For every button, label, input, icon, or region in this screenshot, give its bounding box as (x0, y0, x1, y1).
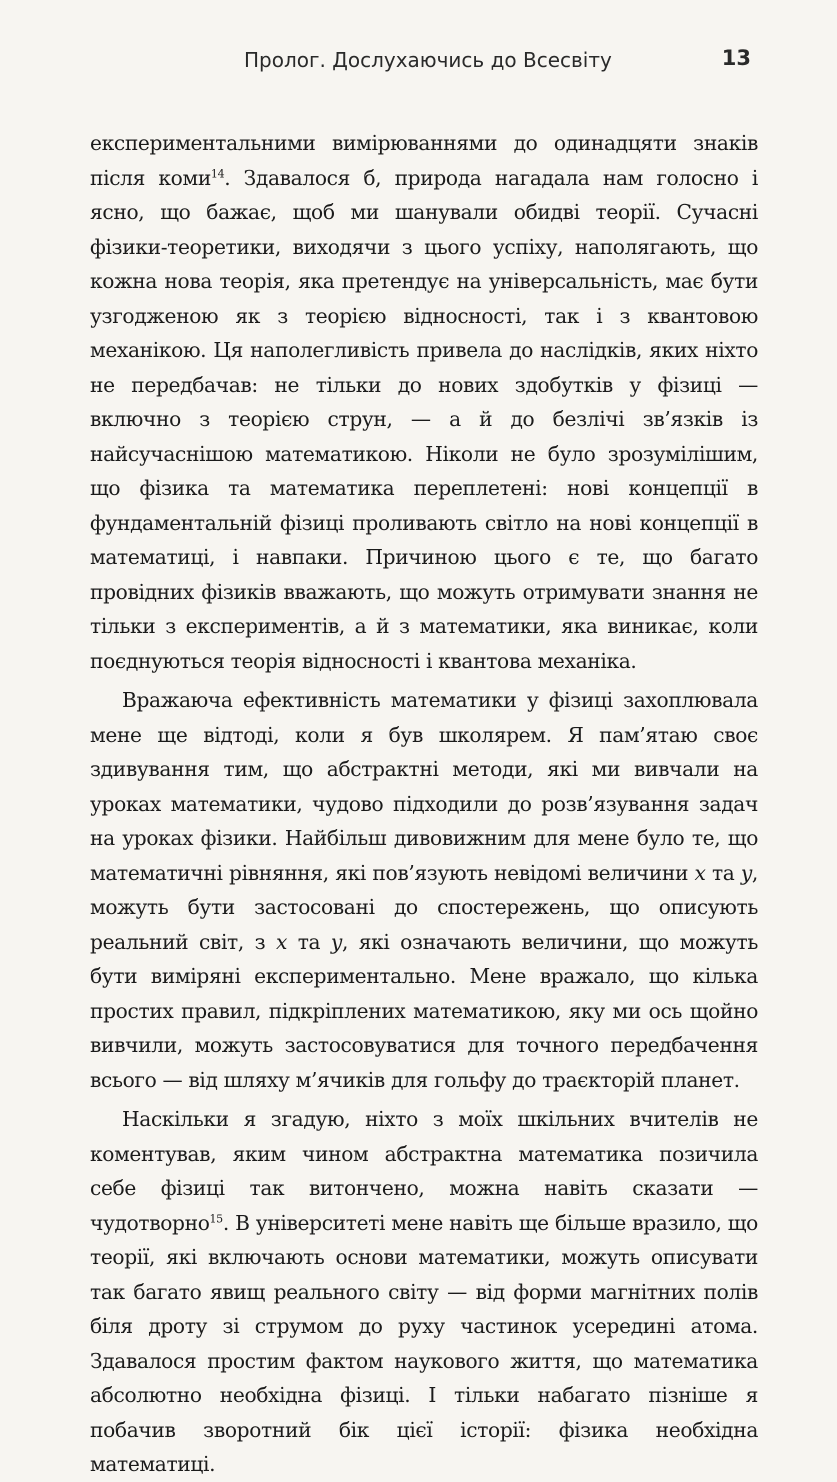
footnote-ref: 14 (210, 166, 225, 180)
math-variable: y (740, 860, 752, 885)
paragraph-text: . В університеті мене навіть ще більше вразило, що теорії, які включають основи математики, можуть описувати так багато явищ реального світу — від форми магнітних полів біля дроту зі струмом до руху частинок усередині атома. Здавалося простим фактом наукового життя, що математика абсолютно необхідна фізиці. І тільки набагато пізніше я побачив зворотний бік цієї історії: фізика необхідна математиці. (90, 1210, 758, 1476)
paragraph-text: та (705, 860, 741, 885)
running-head (60, 44, 777, 76)
paragraph-1 (90, 126, 758, 678)
footnote-ref: 15 (209, 1211, 223, 1225)
math-variable: y (330, 929, 342, 954)
paragraph-text: , можуть бути застосовані до спостережень, що описують реальний світ, з (90, 860, 758, 954)
body-text (90, 126, 758, 1482)
paragraph-3 (90, 1102, 758, 1482)
paragraph-text: Наскільки я згадую, ніхто з моїх шкільних вчителів не коментував, яким чином абстрактна математика позичила себе фізиці так витончено, можна навіть сказати — чудотворно (90, 1107, 758, 1235)
running-title: Пролог. Дослухаючись до Всесвіту (244, 48, 612, 72)
paragraph-2 (90, 683, 758, 1097)
page-number: 13 (721, 46, 751, 70)
math-variable: x (694, 860, 706, 885)
paragraph-text: , які означають величини, що можуть бути виміряні експериментально. Мене вражало, що кілька простих правил, підкріплених математикою, яку ми ось щойно вивчили, можуть застосовуватися для точного передбачення всього — від шляху м’ячиків для гольфу до траєкторій планет. (90, 929, 758, 1092)
paragraph-text: експериментальними вимірюваннями до одинадцяти знаків після коми (90, 131, 758, 190)
paragraph-text: Вражаюча ефективність математики у фізиці захоплювала мене ще відтоді, коли я був школярем. Я пам’ятаю своє здивування тим, що абстрактні методи, які ми вивчали на уроках математики, чудово підходили до розв’язування задач на уроках фізики. Найбільш дивовижним для мене було те, що математичні рівняння, які пов’язують невідомі величини (90, 688, 758, 885)
math-variable: x (275, 929, 288, 954)
paragraph-text: та (287, 929, 331, 954)
paragraph-text: . Здавалося б, природа нагадала нам голосно і ясно, що бажає, щоб ми шанували обидві теорії. Сучасні фізики-теоретики, виходячи з цього успіху, наполягають, що кожна нова теорія, яка претендує на універсальність, має бути узгодженою як з теорією відносності, так і з квантовою механікою. Ця наполегливість привела до наслідків, яких ніхто не передбачав: не тільки до нових здобутків у фізиці — включно з теорією струн, — а й до безлічі зв’язків із найсучаснішою математикою. Ніколи не було зрозумілішим, що фізика та математика переплетені: нові концепції в фундаментальній фізиці проливають світло на нові концепції в математиці, і навпаки. Причиною цього є те, що багато провідних фізиків вважають, що можуть отримувати знання не тільки з експериментів, а й з математики, яка виникає, коли поєднуються теорія відносності і квантова механіка. (90, 165, 758, 673)
